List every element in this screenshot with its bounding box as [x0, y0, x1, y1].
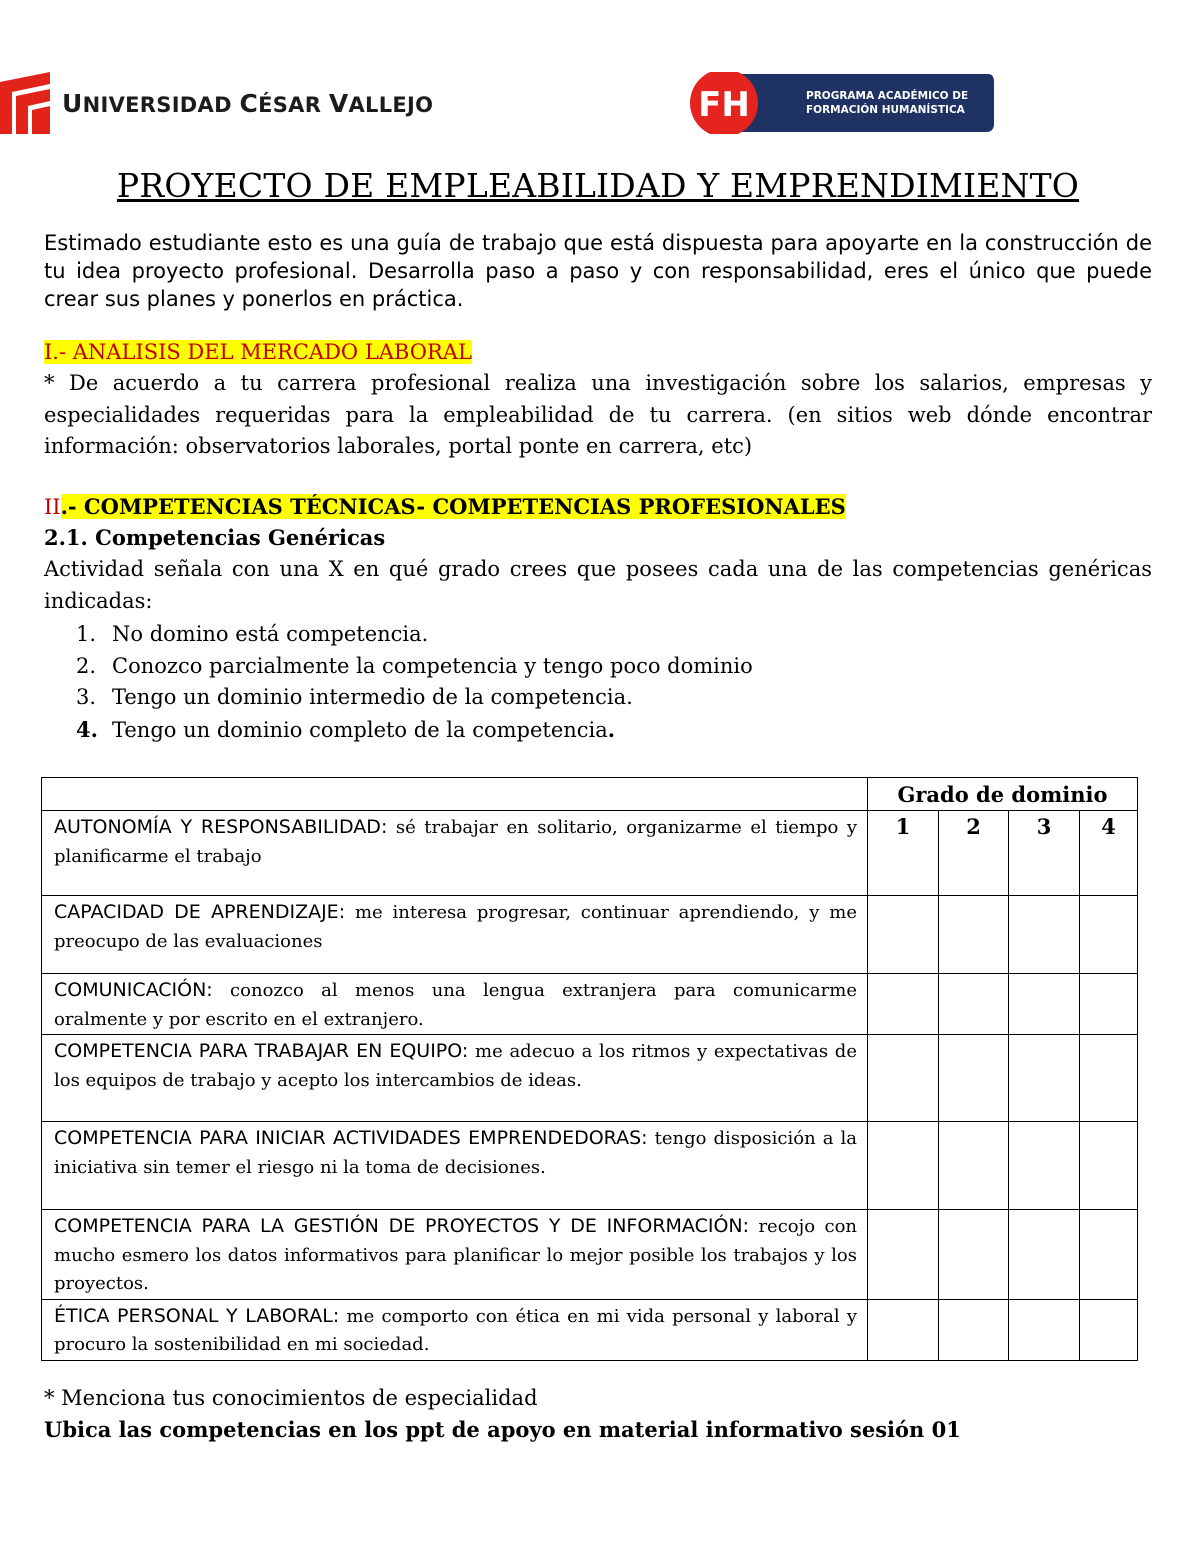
mastery-levels-list [76, 619, 753, 745]
list-item: 4. Tengo un dominio completo de la competencia. [76, 716, 616, 742]
ucv-logo [0, 72, 433, 134]
table-row [42, 1035, 1138, 1122]
fh-line1: PROGRAMA ACADÉMICO DE [806, 90, 969, 102]
level-4-cell[interactable] [1080, 1122, 1138, 1210]
level-2-cell[interactable] [939, 896, 1009, 974]
level-1-cell[interactable] [868, 1210, 939, 1300]
fh-line2: FORMACIÓN HUMANÍSTICA [806, 104, 965, 116]
competencies-table [41, 777, 1138, 1361]
level-2-cell[interactable] [939, 1122, 1009, 1210]
table-row [42, 1122, 1138, 1210]
level-4-cell[interactable] [1080, 1299, 1138, 1360]
level-4-cell[interactable] [1080, 1035, 1138, 1122]
level-4-cell[interactable] [1080, 896, 1138, 974]
level-1-cell[interactable] [868, 1035, 939, 1122]
table-row [42, 1210, 1138, 1300]
competency-cell: COMPETENCIA PARA LA GESTIÓN DE PROYECTOS Y DE INFORMACIÓN: recojo con mucho esmero los datos informativos para planificar lo mejor posible los trabajos y los proyectos. [42, 1210, 868, 1300]
competency-cell: COMPETENCIA PARA TRABAJAR EN EQUIPO: me adecuo a los ritmos y expectativas de los equipos de trabajo y acepto los intercambios de ideas. [42, 1035, 868, 1122]
table-header-row [42, 778, 1138, 811]
level-3-cell[interactable]: 3 [1009, 811, 1080, 896]
ucv-logo-text: UNIVERSIDAD CÉSAR VALLEJO [62, 88, 434, 118]
level-3-cell[interactable] [1009, 1122, 1080, 1210]
competency-cell: COMUNICACIÓN: conozco al menos una lengua extranjera para comunicarme oralmente y por escrito en el extranjero. [42, 974, 868, 1035]
level-2-cell[interactable]: 2 [939, 811, 1009, 896]
table-row [42, 811, 1138, 896]
empty-header-cell [42, 778, 868, 811]
level-2-cell[interactable] [939, 1299, 1009, 1360]
competency-cell: AUTONOMÍA Y RESPONSABILIDAD: sé trabajar en solitario, organizarme el tiempo y planificarme el trabajo [42, 811, 868, 896]
level-3-cell[interactable] [1009, 1299, 1080, 1360]
ucv-emblem-icon [0, 72, 50, 134]
competency-cell: CAPACIDAD DE APRENDIZAJE: me interesa progresar, continuar aprendiendo, y me preocupo de las evaluaciones [42, 896, 868, 974]
specialty-knowledge-note: * Menciona tus conocimientos de especialidad [44, 1386, 538, 1410]
level-2-cell[interactable] [939, 974, 1009, 1035]
level-3-cell[interactable] [1009, 974, 1080, 1035]
section1-heading: I.- ANALISIS DEL MERCADO LABORAL [44, 340, 472, 364]
competency-cell: ÉTICA PERSONAL Y LABORAL: me comporto con ética en mi vida personal y laboral y procuro la sostenibilidad en mi sociedad. [42, 1299, 868, 1360]
level-1-cell[interactable] [868, 896, 939, 974]
footer-instruction: Ubica las competencias en los ppt de apoyo en material informativo sesión 01 [44, 1417, 961, 1442]
intro-paragraph: Estimado estudiante esto es una guía de trabajo que está dispuesta para apoyarte en la construcción de tu idea proyecto profesional. Desarrolla paso a paso y con responsabilidad, eres el único que puede crear sus planes y ponerlos en práctica. [44, 231, 1152, 311]
grado-de-dominio-header: Grado de dominio [868, 778, 1138, 811]
level-1-cell[interactable] [868, 974, 939, 1035]
document-title: PROYECTO DE EMPLEABILIDAD Y EMPRENDIMIENTO [116, 166, 1080, 205]
level-2-cell[interactable] [939, 1035, 1009, 1122]
table-row [42, 1299, 1138, 1360]
level-2-cell[interactable] [939, 1210, 1009, 1300]
table-row [42, 974, 1138, 1035]
section1-body: * De acuerdo a tu carrera profesional realiza una investigación sobre los salarios, empresas y especialidades requeridas para la empleabilidad de tu carrera. (en sitios web dónde encontrar información: observatorios laborales, portal ponte en carrera, etc) [44, 371, 1152, 458]
list-item: 2. Conozco parcialmente la competencia y tengo poco dominio [76, 653, 753, 678]
table-row [42, 896, 1138, 974]
level-3-cell[interactable] [1009, 1035, 1080, 1122]
level-1-cell[interactable]: 1 [868, 811, 939, 896]
section2-subheading: 2.1. Competencias Genéricas [44, 525, 386, 550]
level-3-cell[interactable] [1009, 1210, 1080, 1300]
competency-cell: COMPETENCIA PARA INICIAR ACTIVIDADES EMPRENDEDORAS: tengo disposición a la iniciativa sin temer el riesgo ni la toma de decisiones. [42, 1122, 868, 1210]
section2-heading: II.- COMPETENCIAS TÉCNICAS- COMPETENCIAS PROFESIONALES [44, 494, 846, 519]
list-item: 1. No domino está competencia. [76, 622, 429, 646]
section2-instruction: Actividad señala con una X en qué grado crees que posees cada una de las competencias genéricas indicadas: [44, 557, 1152, 613]
list-item: 3. Tengo un dominio intermedio de la competencia. [76, 685, 633, 709]
level-4-cell[interactable] [1080, 1210, 1138, 1300]
level-4-cell[interactable]: 4 [1080, 811, 1138, 896]
fh-logo [688, 72, 994, 134]
level-3-cell[interactable] [1009, 896, 1080, 974]
level-1-cell[interactable] [868, 1299, 939, 1360]
level-4-cell[interactable] [1080, 974, 1138, 1035]
level-1-cell[interactable] [868, 1122, 939, 1210]
fh-letters: FH [698, 85, 750, 125]
